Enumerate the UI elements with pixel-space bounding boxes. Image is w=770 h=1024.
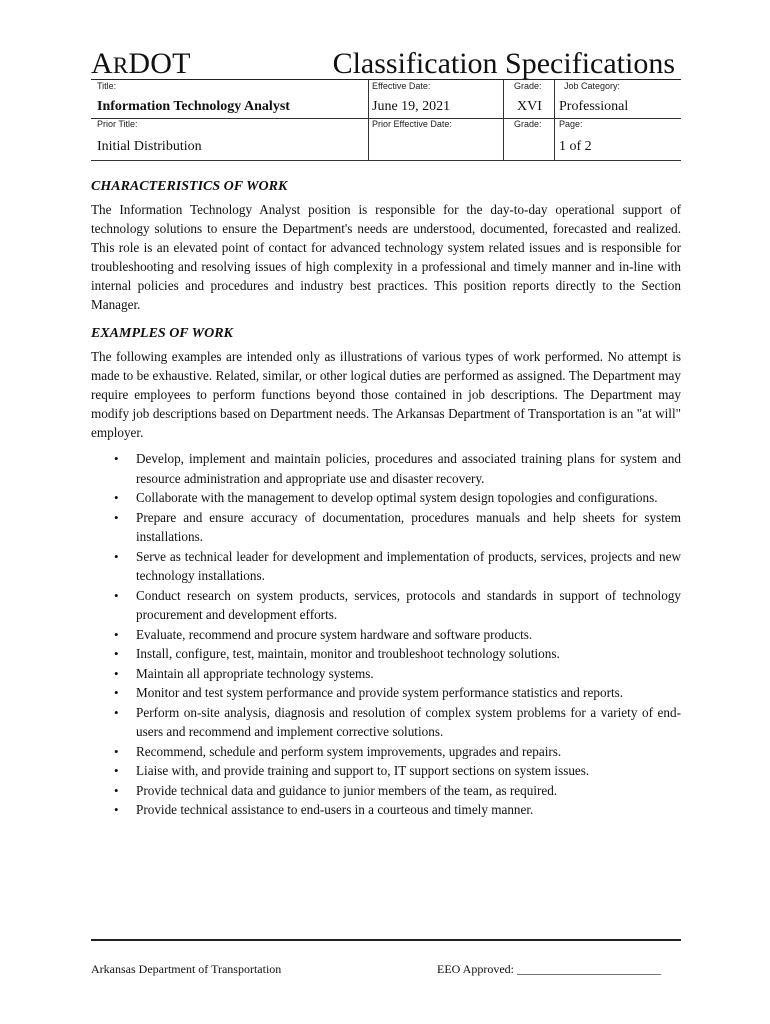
list-item-text: Perform on-site analysis, diagnosis and resolution of complex system problems for a variety of end-users and recommend and implement corrective solutions. bbox=[136, 704, 681, 739]
page-cell bbox=[554, 118, 681, 160]
examples-list bbox=[111, 449, 681, 820]
grade-value: XVI bbox=[517, 99, 542, 114]
list-item-text: Collaborate with the management to develop optimal system design topologies and configurations. bbox=[136, 490, 658, 505]
list-item bbox=[111, 586, 681, 625]
list-item bbox=[111, 547, 681, 586]
characteristics-heading: CHARACTERISTICS OF WORK bbox=[91, 179, 288, 194]
prior-grade-cell bbox=[503, 118, 554, 160]
bullet-icon: • bbox=[114, 587, 119, 603]
list-item bbox=[111, 644, 681, 664]
org-letters-dot: DOT bbox=[128, 47, 191, 80]
document-header bbox=[91, 46, 681, 82]
grade-cell bbox=[503, 80, 554, 118]
prior-title-value: Initial Distribution bbox=[97, 139, 202, 154]
bullet-icon: • bbox=[114, 548, 119, 564]
classification-info-grid bbox=[91, 80, 681, 161]
list-item-text: Serve as technical leader for development and implementation of products, services, projects and new technology installations. bbox=[136, 548, 681, 583]
page-label: Page: bbox=[559, 119, 583, 129]
job-category-cell bbox=[554, 80, 681, 118]
document-title: Classification Specifications bbox=[332, 47, 675, 80]
org-letter-r: R bbox=[112, 53, 129, 78]
footer-organization: Arkansas Department of Transportation bbox=[91, 962, 282, 976]
list-item bbox=[111, 683, 681, 703]
bullet-icon: • bbox=[114, 802, 119, 817]
list-item-text: Recommend, schedule and perform system improvements, upgrades and repairs. bbox=[136, 743, 562, 759]
prior-title-label: Prior Title: bbox=[97, 119, 138, 129]
title-label: Title: bbox=[97, 81, 117, 91]
list-item bbox=[111, 800, 681, 820]
bullet-icon: • bbox=[114, 665, 119, 681]
prior-title-cell bbox=[91, 118, 368, 160]
document-page bbox=[91, 0, 681, 1024]
list-item-text: Conduct research on system products, services, protocols and standards in support of technology procurement and development efforts. bbox=[136, 587, 681, 622]
list-item bbox=[111, 761, 681, 781]
list-item bbox=[111, 703, 681, 742]
effective-date-value: June 19, 2021 bbox=[372, 99, 451, 114]
footer-divider bbox=[91, 939, 681, 941]
bullet-icon: • bbox=[114, 626, 119, 642]
bullet-icon: • bbox=[114, 646, 119, 661]
page-value: 1 of 2 bbox=[559, 139, 592, 154]
bullet-icon: • bbox=[114, 685, 119, 700]
job-category-label: Job Category: bbox=[564, 81, 621, 91]
footer-eeo-approval: EEO Approved: ________________________ bbox=[437, 962, 661, 976]
bullet-icon: • bbox=[114, 763, 119, 778]
list-item-text: Monitor and test system performance and provide system performance statistics and reports. bbox=[136, 685, 624, 700]
list-item-text: Liaise with, and provide training and support to, IT support sections on system issues. bbox=[136, 763, 590, 778]
examples-intro-paragraph: The following examples are intended only as illustrations of various types of work performed. No attempt is made to be exhaustive. Related, similar, or other logical duties are performed as assigned. The Department may require employees to perform functions beyond those contained in job descriptions. The Department may modify job descriptions based on Department needs. The Arkansas Department of Transportation is an "at will" employer. bbox=[91, 349, 681, 440]
bullet-icon: • bbox=[114, 509, 119, 525]
title-value: Information Technology Analyst bbox=[97, 99, 290, 114]
grid-bottom-divider bbox=[91, 160, 681, 161]
list-item bbox=[111, 488, 681, 508]
prior-effective-date-label: Prior Effective Date: bbox=[372, 119, 452, 129]
list-item bbox=[111, 625, 681, 645]
job-category-value: Professional bbox=[559, 99, 629, 114]
title-cell bbox=[91, 80, 368, 118]
examples-heading: EXAMPLES OF WORK bbox=[91, 326, 233, 341]
list-item-text: Install, configure, test, maintain, monitor and troubleshoot technology solutions. bbox=[136, 646, 560, 661]
list-item-text: Develop, implement and maintain policies, procedures and associated training plans for system and resource administration and appropriate use and disaster recovery. bbox=[136, 451, 681, 486]
bullet-icon: • bbox=[114, 704, 119, 720]
list-item bbox=[111, 664, 681, 684]
bullet-icon: • bbox=[114, 782, 119, 798]
list-item-text: Provide technical data and guidance to junior members of the team, as required. bbox=[136, 782, 558, 798]
characteristics-paragraph: The Information Technology Analyst position is responsible for the day-to-day operational support of technology solutions to ensure the Department's needs are understood, documented, forecasted and realized. This role is an elevated point of contact for advanced technology system related issues and is responsible for troubleshooting and resolving issues of high complexity in a professional and timely manner and in-line with internal policies and procedures and industry best practices. This position reports directly to the Section Manager. bbox=[91, 202, 681, 312]
list-item-text: Evaluate, recommend and procure system hardware and software products. bbox=[136, 626, 533, 642]
list-item-text: Prepare and ensure accuracy of documentation, procedures manuals and help sheets for system installations. bbox=[136, 509, 681, 544]
bullet-icon: • bbox=[114, 451, 119, 466]
effective-date-label: Effective Date: bbox=[372, 81, 431, 91]
list-item-text: Maintain all appropriate technology systems. bbox=[136, 665, 374, 681]
list-item-text: Provide technical assistance to end-users in a courteous and timely manner. bbox=[136, 802, 534, 817]
list-item bbox=[111, 508, 681, 547]
bullet-icon: • bbox=[114, 490, 119, 505]
list-item bbox=[111, 781, 681, 801]
bullet-icon: • bbox=[114, 743, 119, 759]
prior-effective-date-cell bbox=[368, 118, 503, 160]
org-letter-a: A bbox=[91, 47, 113, 80]
effective-date-cell bbox=[368, 80, 503, 118]
list-item bbox=[111, 449, 681, 488]
prior-grade-label: Grade: bbox=[514, 119, 542, 129]
grade-label: Grade: bbox=[514, 81, 542, 91]
list-item bbox=[111, 742, 681, 762]
